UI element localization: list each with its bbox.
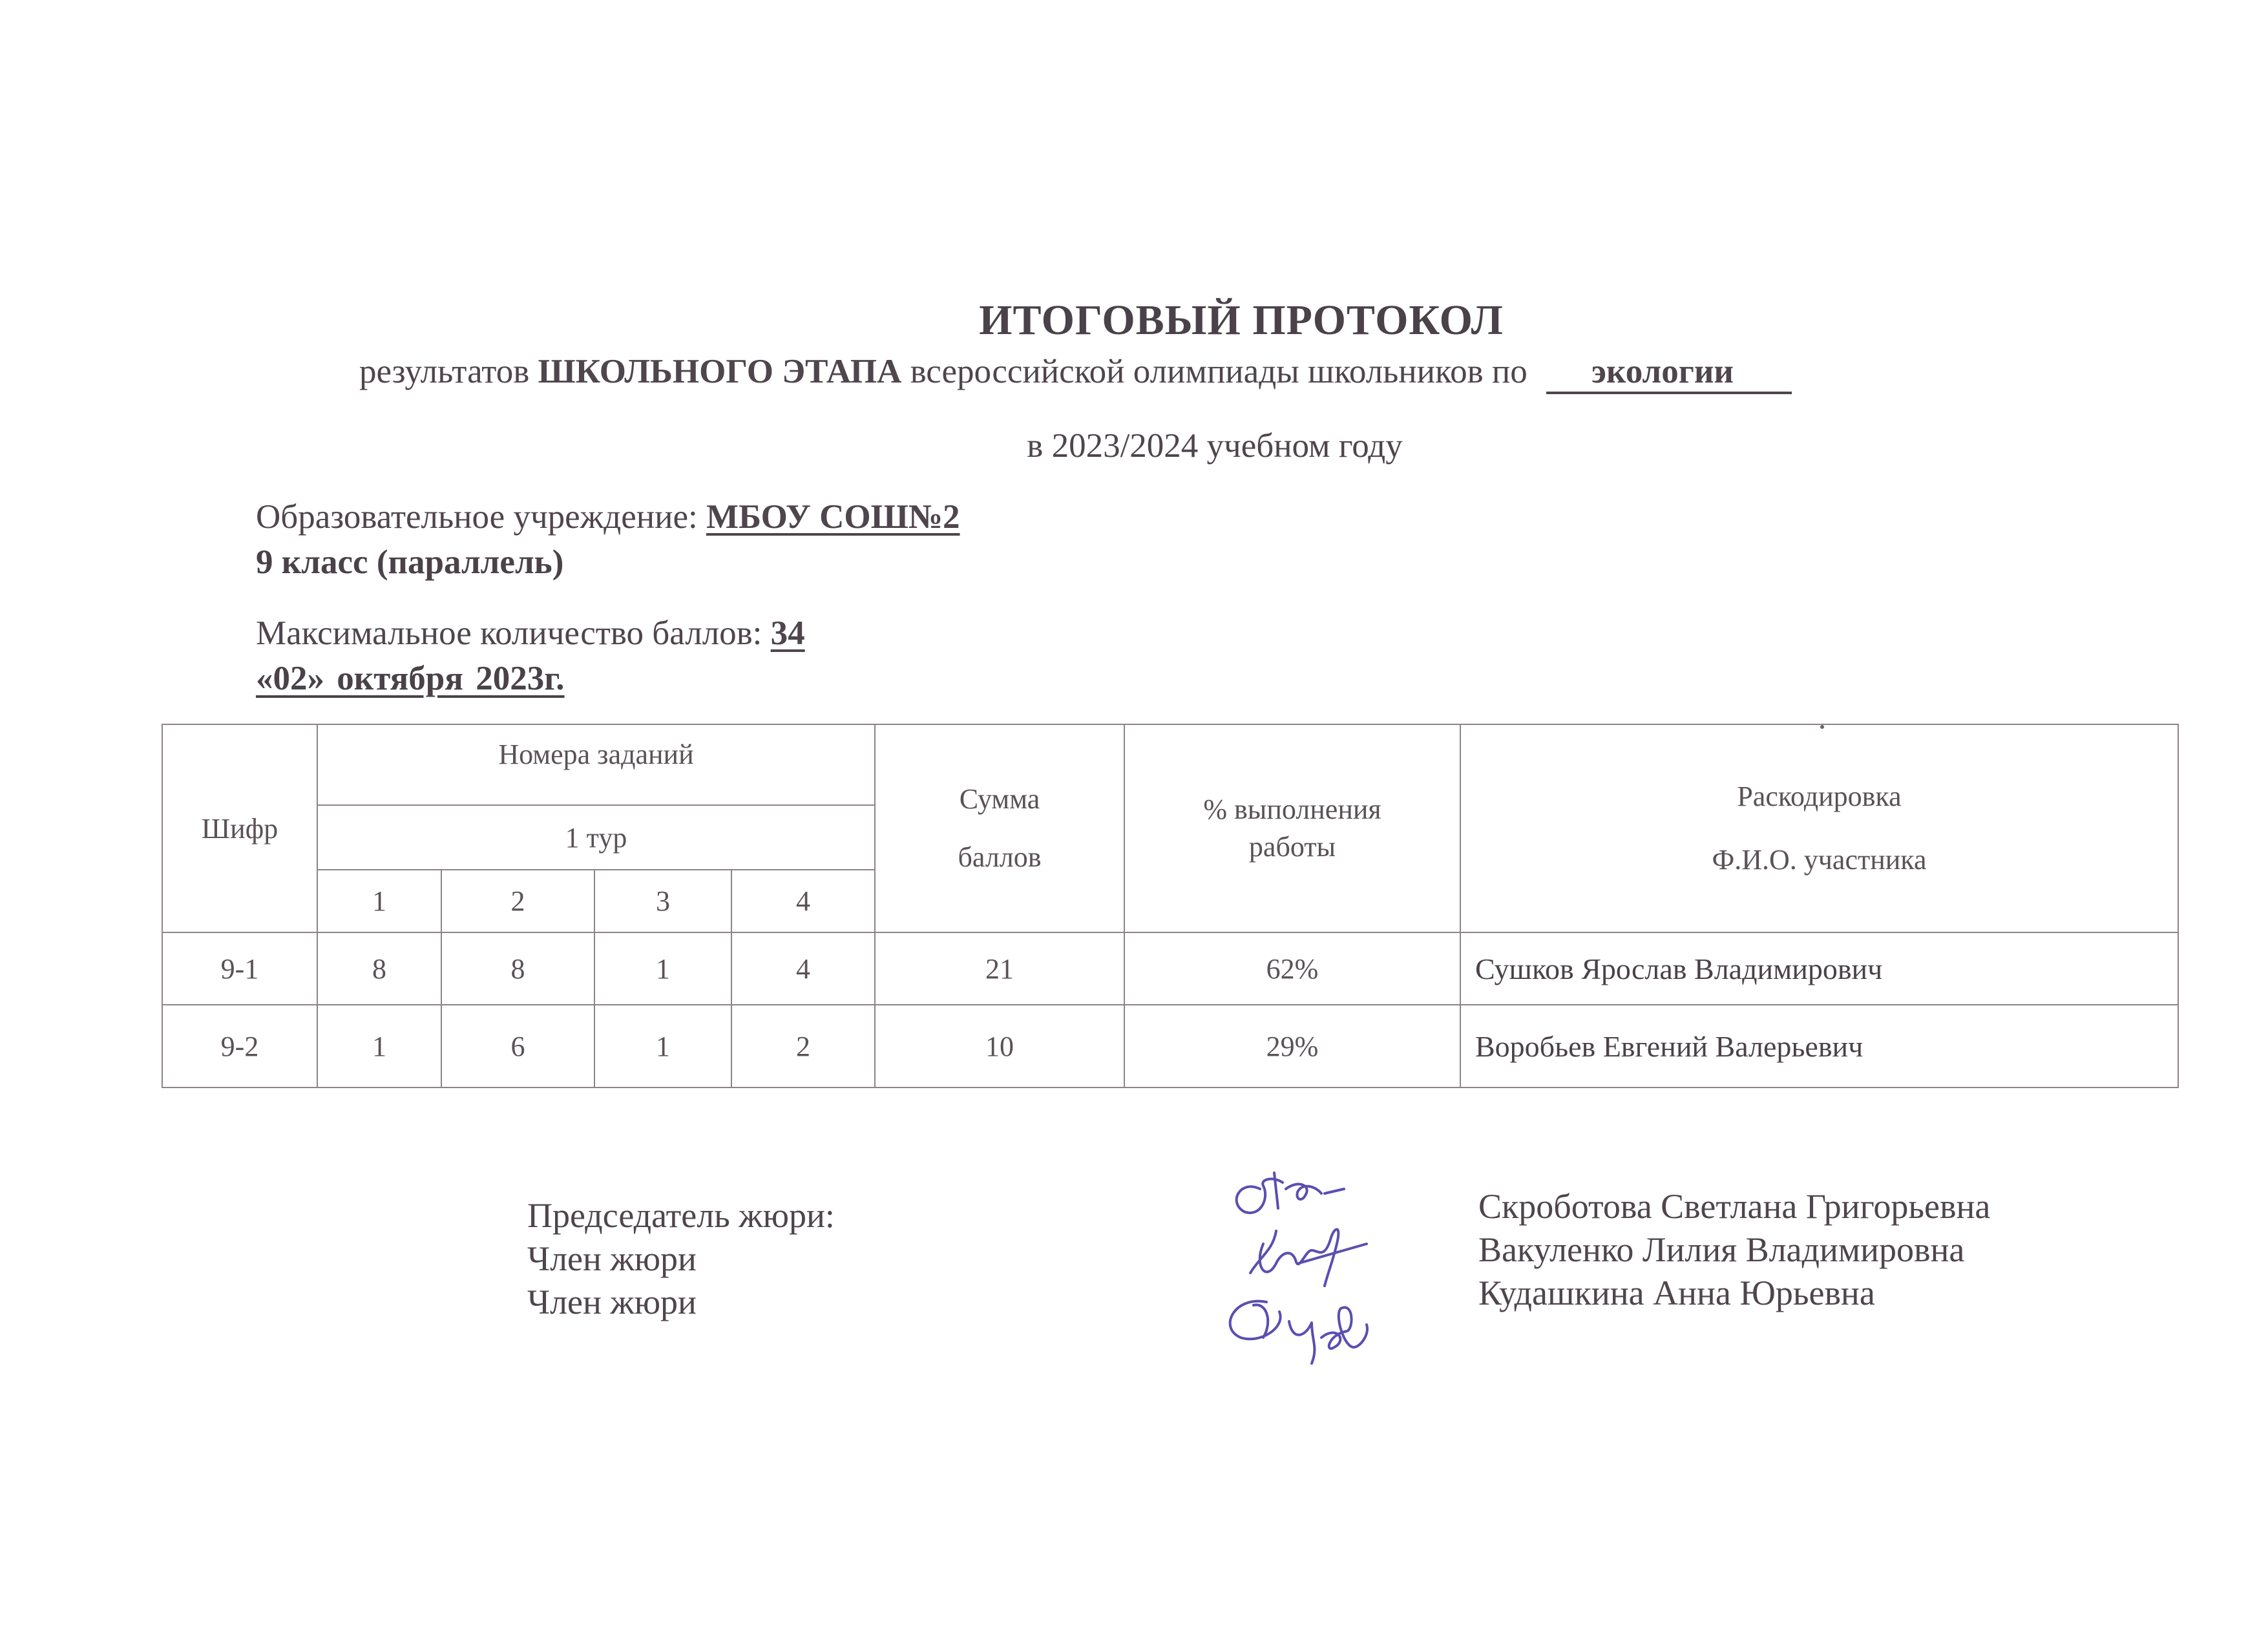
jury-name-member-2: Кудашкина Анна Юрьевна xyxy=(1478,1274,1875,1312)
row-percent: 29% xyxy=(1124,1005,1460,1087)
row-score-1: 8 xyxy=(317,932,441,1005)
header-round: 1 тур xyxy=(317,805,875,870)
table-row xyxy=(162,932,2178,1005)
table-row xyxy=(162,1005,2178,1087)
row-percent: 62% xyxy=(1124,932,1460,1005)
row-score-1: 1 xyxy=(317,1005,441,1087)
row-name: Сушков Ярослав Владимирович xyxy=(1460,932,2178,1005)
row-cipher: 9-1 xyxy=(162,932,317,1005)
row-score-3: 1 xyxy=(594,1005,731,1087)
row-name: Воробьев Евгений Валерьевич xyxy=(1460,1005,2178,1087)
header-sum-line1: Сумма xyxy=(959,783,1040,815)
school-line xyxy=(256,498,960,536)
max-score-line xyxy=(256,614,805,653)
jury-names xyxy=(1478,1185,1990,1315)
school-label: Образовательное учреждение: xyxy=(256,498,698,536)
row-sum: 10 xyxy=(875,1005,1124,1087)
subtitle-prefix: результатов xyxy=(359,353,530,390)
jury-name-member-1: Вакуленко Лилия Владимировна xyxy=(1478,1230,1965,1269)
signature-1-stroke xyxy=(1237,1173,1344,1213)
row-score-4: 4 xyxy=(731,932,875,1005)
row-score-3: 1 xyxy=(594,932,731,1005)
subject-field: экологии xyxy=(1546,354,1792,394)
row-sum: 21 xyxy=(875,932,1124,1005)
header-task-numbers: Номера заданий xyxy=(317,724,875,805)
header-sum xyxy=(875,724,1124,932)
signatures-image xyxy=(1215,1153,1447,1373)
subtitle-middle: всероссийской олимпиады школьников по xyxy=(910,353,1528,390)
max-score-label: Максимальное количество баллов: xyxy=(256,614,762,652)
protocol-date: «02» октября 2023г. xyxy=(256,660,565,697)
header-cipher: Шифр xyxy=(162,724,317,932)
jury-role-member-2: Член жюри xyxy=(527,1283,697,1321)
header-percent-line1: % выполнения xyxy=(1203,793,1381,825)
header-decode xyxy=(1460,724,2178,932)
signature-2-stroke xyxy=(1250,1230,1367,1287)
header-percent xyxy=(1124,724,1460,932)
header-percent-line2: работы xyxy=(1248,831,1336,863)
max-score-value: 34 xyxy=(770,614,805,652)
header-row-tasks xyxy=(162,724,2178,805)
jury-roles xyxy=(527,1194,835,1324)
header-decode-line1: Раскодировка xyxy=(1737,781,1902,812)
document-title: ИТОГОВЫЙ ПРОТОКОЛ xyxy=(979,297,1504,344)
jury-role-chair: Председатель жюри: xyxy=(527,1196,835,1235)
jury-name-chair: Скроботова Светлана Григорьевна xyxy=(1478,1187,1991,1226)
header-task-3: 3 xyxy=(594,870,731,932)
header-sum-line2: баллов xyxy=(958,841,1042,873)
results-table xyxy=(162,724,2179,1088)
header-decode-line2: Ф.И.О. участника xyxy=(1712,844,1927,876)
document-subtitle xyxy=(359,352,1792,394)
signature-3-stroke xyxy=(1230,1301,1367,1363)
school-value: МБОУ СОШ№2 xyxy=(706,498,960,536)
header-task-1: 1 xyxy=(317,870,441,932)
header-task-4: 4 xyxy=(731,870,875,932)
row-score-2: 8 xyxy=(441,932,594,1005)
scan-dot xyxy=(1820,725,1824,729)
row-score-4: 2 xyxy=(731,1005,875,1087)
academic-year: в 2023/2024 учебном году xyxy=(1027,427,1403,465)
jury-role-member-1: Член жюри xyxy=(527,1239,697,1278)
subtitle-stage: ШКОЛЬНОГО ЭТАПА xyxy=(538,353,902,390)
header-task-2: 2 xyxy=(441,870,594,932)
grade-line: 9 класс (параллель) xyxy=(256,543,564,581)
row-score-2: 6 xyxy=(441,1005,594,1087)
row-cipher: 9-2 xyxy=(162,1005,317,1087)
